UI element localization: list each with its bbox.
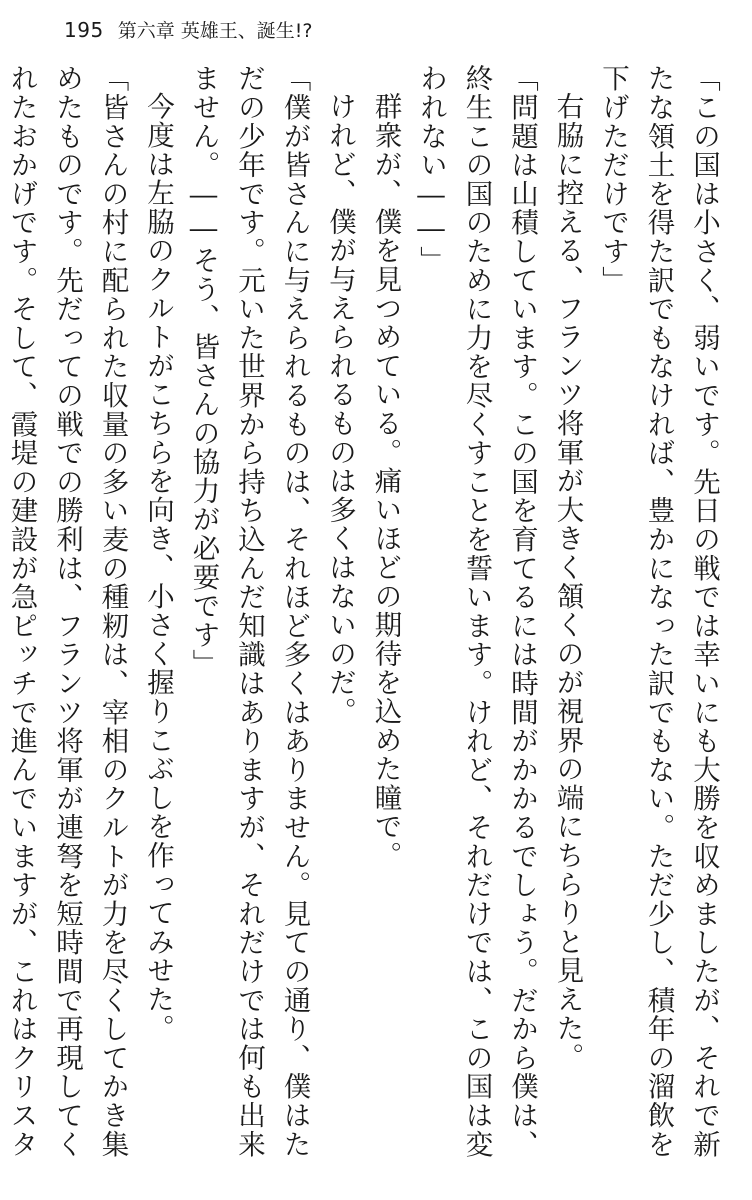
chapter-title: 第六章 英雄王、誕生!? [117, 20, 313, 42]
vertical-body-text [5, 64, 726, 1184]
page-number: 195 [64, 18, 104, 42]
paragraph: 今度は左脇のクルトがこちらを向き、小さく握りこぶしを作ってみせた。 [142, 91, 174, 1042]
paragraph: 「この国は小さく、弱いです。先日の戦では幸いにも大勝を収めましたが、それで新たな領土を得た訳でもなければ、豊かになった訳でもない。ただ少し、積年の溜飲を下げただけです」 [597, 64, 720, 1159]
paragraph: 群衆が、僕を見つめている。痛いほどの期待を込めた瞳で。 [369, 91, 402, 870]
paragraph: 「僕が皆さんに与えられるものは、それほど多くはありません。見ての通り、僕はただの少年です。元いた世界から持ち込んだ知識はありますが、それだけでは何も出来ません。――そう、皆さんの協力が必要です」 [187, 64, 311, 1159]
paragraph: 「皆さんの村に配られた収量の多い麦の種籾は、宰相のクルトが力を尽くしてかき集めたものです。先だっての戦での勝利は、フランツ将軍が連弩を短時間で再現してくれたおかげです。そして、霞堤の建設が急ピッチで進んでいますが、これはクリスタ [5, 64, 129, 1159]
paragraph: けれど、僕が与えられるものは多くはないのだ。 [324, 91, 356, 726]
paragraph: 「問題は山積しています。この国を育てるには時間がかかるでしょう。だから僕は、終生この国のために力を尽くすことを誓います。けれど、それだけでは、この国は変われない――」 [415, 64, 538, 1159]
running-header [64, 16, 312, 46]
paragraph: 右脇に控える、フランツ将軍が大きく頷くのが視界の端にちらりと見えた。 [551, 91, 584, 1071]
